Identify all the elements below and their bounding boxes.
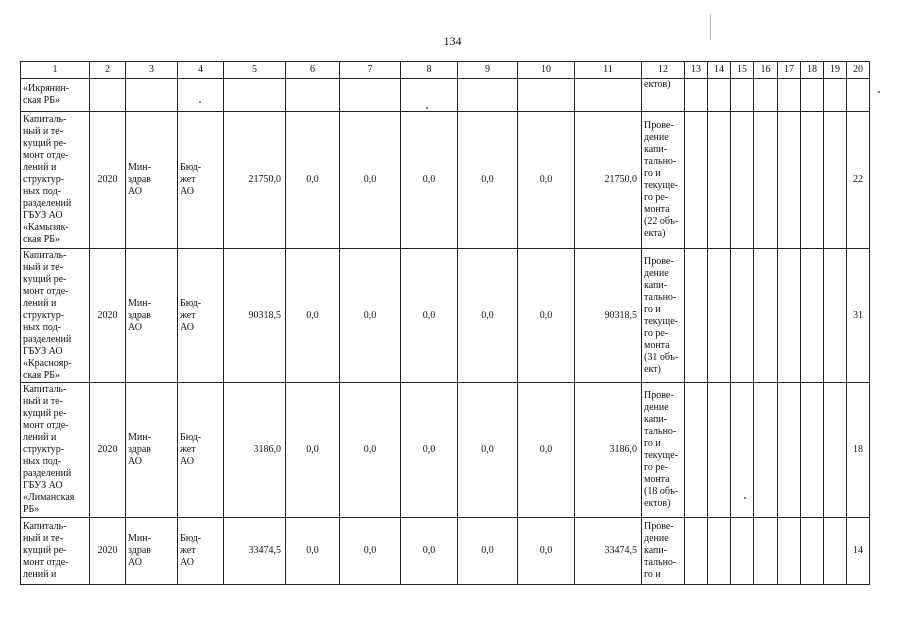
empty-cell <box>708 383 731 518</box>
total-amount-cell: 33474,5 <box>224 518 286 585</box>
amount-cell: 0,0 <box>340 112 401 249</box>
header-row <box>21 62 870 79</box>
activity-cell: ектов) <box>642 79 685 112</box>
amount-cell: 0,0 <box>458 249 518 383</box>
empty-cell <box>778 518 801 585</box>
empty-cell <box>685 79 708 112</box>
empty-cell <box>778 112 801 249</box>
empty-cell <box>90 79 126 112</box>
empty-cell <box>685 518 708 585</box>
amount-cell: 0,0 <box>340 249 401 383</box>
amount-cell: 21750,0 <box>575 112 642 249</box>
activity-cell: Прове- дение капи- тально- го и <box>642 518 685 585</box>
year-cell: 2020 <box>90 112 126 249</box>
empty-cell <box>340 79 401 112</box>
empty-cell <box>458 79 518 112</box>
empty-cell <box>224 79 286 112</box>
empty-cell <box>824 112 847 249</box>
empty-cell <box>754 112 778 249</box>
indicator-value-cell: 31 <box>847 249 870 383</box>
row-name-cell: Капиталь- ный и те- кущий ре- монт отде- лений и структур- ных под- разделений ГБУЗ АО «Краснояр- ская РБ» <box>21 249 90 383</box>
funding-source-cell: Бюд- жет АО <box>178 112 224 249</box>
amount-cell: 0,0 <box>286 518 340 585</box>
empty-cell <box>801 112 824 249</box>
amount-cell: 0,0 <box>286 383 340 518</box>
empty-cell <box>778 383 801 518</box>
empty-cell <box>731 79 754 112</box>
empty-cell <box>286 79 340 112</box>
empty-cell <box>778 79 801 112</box>
funding-source-cell: Бюд- жет АО <box>178 249 224 383</box>
total-amount-cell: 90318,5 <box>224 249 286 383</box>
column-header-13: 13 <box>685 62 708 79</box>
empty-cell <box>708 518 731 585</box>
empty-cell <box>126 79 178 112</box>
empty-cell <box>801 518 824 585</box>
empty-cell <box>778 249 801 383</box>
amount-cell: 0,0 <box>518 518 575 585</box>
activity-cell: Прове- дение капи- тально- го и текуще- го ре- монта (31 объ- ект) <box>642 249 685 383</box>
empty-cell <box>847 79 870 112</box>
empty-cell <box>708 79 731 112</box>
empty-cell <box>754 249 778 383</box>
empty-cell <box>685 112 708 249</box>
executor-cell: Мин- здрав АО <box>126 112 178 249</box>
column-header-3: 3 <box>126 62 178 79</box>
amount-cell: 0,0 <box>458 518 518 585</box>
empty-cell <box>801 79 824 112</box>
table-row <box>21 518 870 585</box>
empty-cell <box>708 112 731 249</box>
table-row <box>21 383 870 518</box>
column-header-16: 16 <box>754 62 778 79</box>
scan-speck <box>710 14 711 40</box>
empty-cell <box>824 383 847 518</box>
empty-cell <box>754 79 778 112</box>
empty-cell <box>685 383 708 518</box>
empty-cell <box>685 249 708 383</box>
activity-cell: Прове- дение капи- тально- го и текуще- го ре- монта (18 объ- ектов) <box>642 383 685 518</box>
column-header-6: 6 <box>286 62 340 79</box>
scan-speck <box>199 101 201 103</box>
empty-cell <box>754 518 778 585</box>
empty-cell <box>754 383 778 518</box>
amount-cell: 3186,0 <box>575 383 642 518</box>
empty-cell <box>731 249 754 383</box>
table-row <box>21 112 870 249</box>
amount-cell: 0,0 <box>458 112 518 249</box>
amount-cell: 0,0 <box>401 518 458 585</box>
column-header-18: 18 <box>801 62 824 79</box>
empty-cell <box>824 518 847 585</box>
executor-cell: Мин- здрав АО <box>126 518 178 585</box>
scan-speck <box>744 497 746 499</box>
row-name-cell: Капиталь- ный и те- кущий ре- монт отде- лений и структур- ных под- разделений ГБУЗ АО «Лиманская РБ» <box>21 383 90 518</box>
funding-source-cell: Бюд- жет АО <box>178 518 224 585</box>
indicator-value-cell: 18 <box>847 383 870 518</box>
empty-cell <box>401 79 458 112</box>
row-name-cell: Капиталь- ный и те- кущий ре- монт отде- лений и <box>21 518 90 585</box>
column-header-10: 10 <box>518 62 575 79</box>
empty-cell <box>824 79 847 112</box>
page-number: 134 <box>443 34 462 48</box>
amount-cell: 0,0 <box>518 383 575 518</box>
year-cell: 2020 <box>90 383 126 518</box>
column-header-15: 15 <box>731 62 754 79</box>
amount-cell: 90318,5 <box>575 249 642 383</box>
scan-speck <box>878 91 880 93</box>
empty-cell <box>708 249 731 383</box>
amount-cell: 33474,5 <box>575 518 642 585</box>
empty-cell <box>801 249 824 383</box>
continuation-row <box>21 79 870 112</box>
scan-speck <box>426 107 428 109</box>
indicator-value-cell: 22 <box>847 112 870 249</box>
amount-cell: 0,0 <box>458 383 518 518</box>
amount-cell: 0,0 <box>286 112 340 249</box>
column-header-1: 1 <box>21 62 90 79</box>
amount-cell: 0,0 <box>401 383 458 518</box>
empty-cell <box>575 79 642 112</box>
empty-cell <box>731 518 754 585</box>
table-row <box>21 249 870 383</box>
total-amount-cell: 3186,0 <box>224 383 286 518</box>
empty-cell <box>731 112 754 249</box>
column-header-19: 19 <box>824 62 847 79</box>
activity-cell: Прове- дение капи- тально- го и текуще- го ре- монта (22 объ- екта) <box>642 112 685 249</box>
amount-cell: 0,0 <box>340 383 401 518</box>
column-header-2: 2 <box>90 62 126 79</box>
empty-cell <box>731 383 754 518</box>
year-cell: 2020 <box>90 249 126 383</box>
column-header-7: 7 <box>340 62 401 79</box>
indicator-value-cell: 14 <box>847 518 870 585</box>
column-header-14: 14 <box>708 62 731 79</box>
amount-cell: 0,0 <box>518 249 575 383</box>
column-header-4: 4 <box>178 62 224 79</box>
amount-cell: 0,0 <box>286 249 340 383</box>
executor-cell: Мин- здрав АО <box>126 383 178 518</box>
amount-cell: 0,0 <box>401 112 458 249</box>
amount-cell: 0,0 <box>401 249 458 383</box>
amount-cell: 0,0 <box>518 112 575 249</box>
column-header-12: 12 <box>642 62 685 79</box>
row-name-cell: «Икрянин- ская РБ» <box>21 79 90 112</box>
empty-cell <box>801 383 824 518</box>
column-header-5: 5 <box>224 62 286 79</box>
column-header-17: 17 <box>778 62 801 79</box>
empty-cell <box>824 249 847 383</box>
year-cell: 2020 <box>90 518 126 585</box>
total-amount-cell: 21750,0 <box>224 112 286 249</box>
column-header-8: 8 <box>401 62 458 79</box>
row-name-cell: Капиталь- ный и те- кущий ре- монт отде- лений и структур- ных под- разделений ГБУЗ АО «Камызяк- ская РБ» <box>21 112 90 249</box>
column-header-9: 9 <box>458 62 518 79</box>
empty-cell <box>518 79 575 112</box>
empty-cell <box>178 79 224 112</box>
column-header-11: 11 <box>575 62 642 79</box>
executor-cell: Мин- здрав АО <box>126 249 178 383</box>
program-table <box>20 61 870 585</box>
column-header-20: 20 <box>847 62 870 79</box>
funding-source-cell: Бюд- жет АО <box>178 383 224 518</box>
amount-cell: 0,0 <box>340 518 401 585</box>
